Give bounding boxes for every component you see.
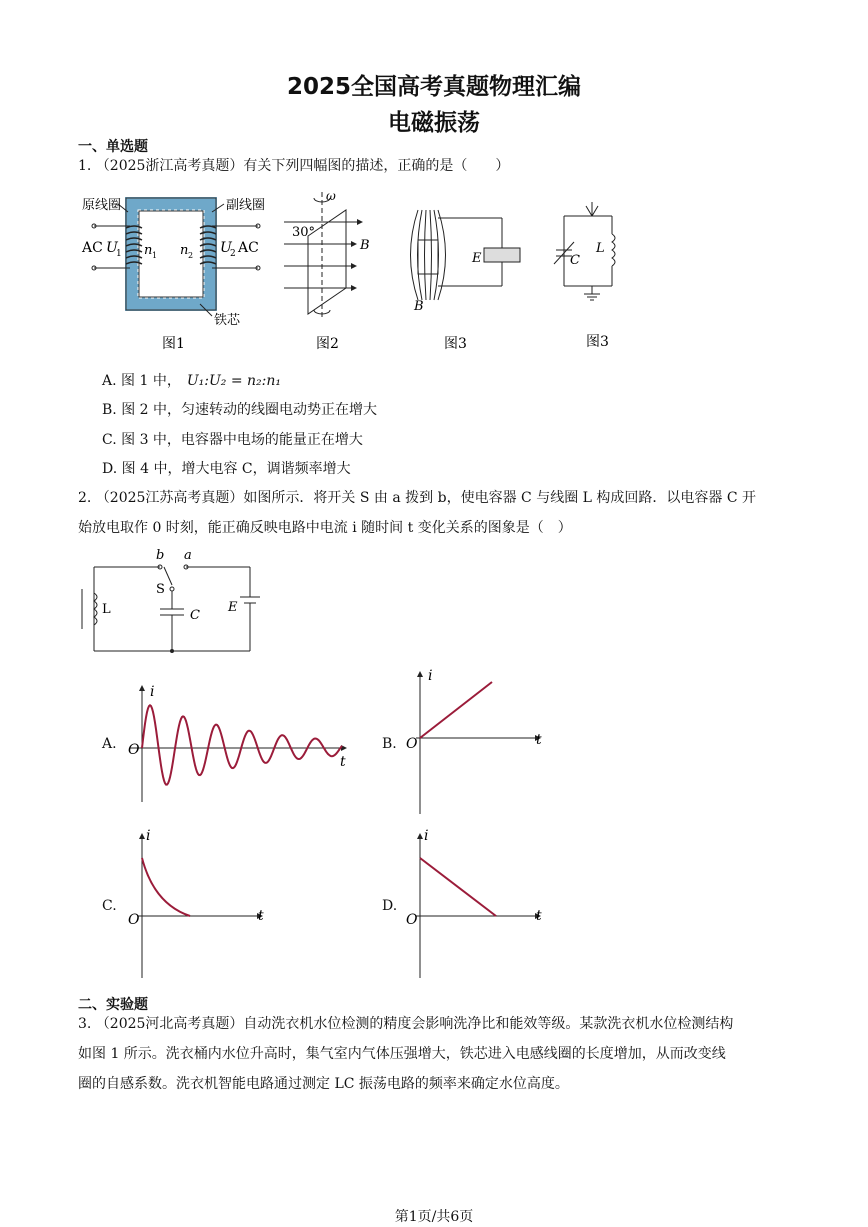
fig1-primary-label: 原线圈 bbox=[82, 198, 122, 213]
fig1-caption: 图1 bbox=[162, 336, 185, 352]
question-1-stem: 1. （2025浙江高考真题）有关下列四幅图的描述，正确的是（ ） bbox=[78, 158, 510, 174]
q2-graph-a bbox=[124, 678, 354, 808]
page-subtitle: 电磁振荡 bbox=[388, 110, 480, 136]
graph-b-origin: O bbox=[406, 736, 418, 752]
circuit-a: a bbox=[184, 548, 192, 563]
circuit-s: S bbox=[156, 582, 165, 597]
fig1-n2-sub: 2 bbox=[188, 251, 194, 260]
figure-1-transformer bbox=[80, 190, 270, 360]
q2-circuit bbox=[76, 545, 276, 660]
fig1-ac-right: AC bbox=[238, 240, 259, 256]
graph-d-origin: O bbox=[406, 912, 418, 928]
fig1-u1-sub: 1 bbox=[116, 249, 122, 259]
fig3-bfield: B bbox=[414, 299, 424, 314]
q2-graph-b bbox=[402, 664, 552, 816]
page-footer: 第1页/共6页 bbox=[394, 1209, 474, 1225]
fig3-efield: E bbox=[472, 251, 482, 266]
graph-a-x-label: t bbox=[340, 754, 346, 770]
q1-option-d: D. 图 4 中，增大电容 C，调谐频率增大 bbox=[102, 461, 351, 477]
fig1-u2-sub: 2 bbox=[230, 249, 236, 259]
graph-b-x-label: t bbox=[536, 732, 542, 748]
fig3-caption: 图3 bbox=[444, 336, 467, 352]
fig1-u1: U bbox=[106, 240, 118, 256]
fig1-n1: n bbox=[144, 243, 153, 258]
graph-a-y-label: i bbox=[150, 684, 155, 700]
q2-graph-c bbox=[124, 826, 274, 980]
question-2-stem-line2: 始放电取作 0 时刻，能正确反映电路中电流 i 随时间 t 变化关系的图象是（ ） bbox=[78, 520, 572, 536]
fig4-cap: C bbox=[570, 253, 580, 268]
page-title: 2025全国高考真题物理汇编 bbox=[286, 74, 581, 100]
q2-option-d-label: D. bbox=[382, 898, 398, 914]
graph-c-origin: O bbox=[128, 912, 140, 928]
graph-a-origin: O bbox=[128, 742, 140, 758]
graph-c-x-label: t bbox=[258, 908, 264, 924]
q2-option-c-label: C. bbox=[102, 898, 117, 914]
circuit-b: b bbox=[156, 548, 165, 563]
graph-c-y-label: i bbox=[146, 828, 151, 844]
fig2-angle: 30° bbox=[292, 225, 316, 240]
section-heading-experiment: 二、实验题 bbox=[78, 997, 148, 1013]
circuit-c: C bbox=[190, 608, 200, 623]
question-3-line2: 如图 1 所示。洗衣桶内水位升高时，集气室内气体压强增大，铁芯进入电感线圈的长度增加，从而改变线 bbox=[78, 1046, 726, 1062]
section-heading-single-choice: 一、单选题 bbox=[78, 139, 148, 155]
figure-4-tuning-circuit bbox=[552, 200, 642, 360]
question-3-line3: 圈的自感系数。洗衣机智能电路通过测定 LC 振荡电路的频率来确定水位高度。 bbox=[78, 1076, 569, 1092]
fig2-field: B bbox=[360, 238, 370, 253]
figure-3-lc-fields bbox=[402, 200, 522, 360]
q1-option-c: C. 图 3 中，电容器中电场的能量正在增大 bbox=[102, 432, 363, 448]
fig2-omega: ω bbox=[326, 189, 336, 203]
fig2-caption: 图2 bbox=[316, 336, 339, 352]
fig1-n1-sub: 1 bbox=[152, 251, 158, 260]
fig1-core-label: 铁芯 bbox=[214, 313, 241, 328]
figure-2-rotating-coil bbox=[278, 188, 378, 358]
fig1-u2: U bbox=[220, 240, 232, 256]
q2-option-a-label: A. bbox=[102, 736, 117, 752]
fig1-ac-left: AC bbox=[82, 240, 103, 256]
fig4-ind: L bbox=[596, 241, 605, 256]
question-3-line1: 3. （2025河北高考真题）自动洗衣机水位检测的精度会影响洗净比和能效等级。某款洗衣机水位检测结构 bbox=[78, 1016, 734, 1032]
fig1-secondary-label: 副线圈 bbox=[226, 198, 266, 213]
q1-option-b: B. 图 2 中，匀速转动的线圈电动势正在增大 bbox=[102, 402, 378, 418]
q2-graph-d bbox=[402, 826, 552, 980]
q1-option-a: A. 图 1 中， U₁:U₂ = n₂:n₁ bbox=[102, 373, 281, 389]
circuit-l: L bbox=[102, 602, 111, 617]
q2-option-b-label: B. bbox=[382, 736, 397, 752]
graph-b-y-label: i bbox=[428, 668, 433, 684]
fig1-n2: n bbox=[180, 243, 189, 258]
question-2-stem-line1: 2. （2025江苏高考真题）如图所示．将开关 S 由 a 拨到 b，使电容器 C 与线圈 L 构成回路．以电容器 C 开 bbox=[78, 490, 757, 506]
graph-d-y-label: i bbox=[424, 828, 429, 844]
graph-d-x-label: t bbox=[536, 908, 542, 924]
circuit-e: E bbox=[228, 600, 238, 615]
fig4-caption: 图3 bbox=[586, 334, 609, 350]
